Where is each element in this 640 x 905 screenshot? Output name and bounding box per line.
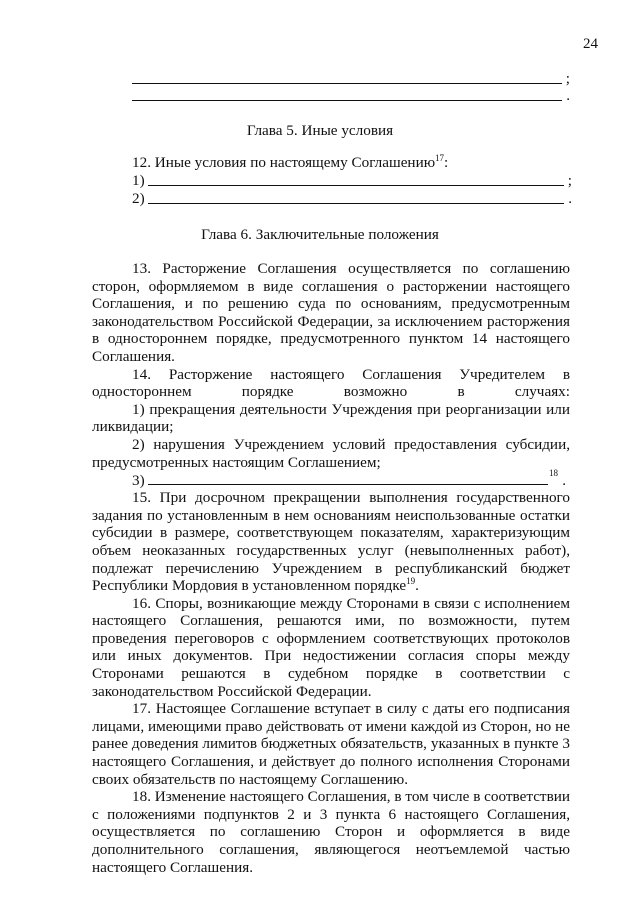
item-12-text: 12. Иные условия по настоящему Соглашению	[132, 154, 436, 171]
paragraph-14: 14. Расторжение настоящего Соглашения Учредителем в одностороннем порядке возможно в случаях:	[92, 365, 570, 401]
page-number: 24	[583, 36, 598, 52]
underline	[148, 203, 564, 204]
chapter-5-title: Глава 5. Иные условия	[246, 122, 394, 139]
blank-line-2	[132, 190, 572, 208]
underline	[148, 185, 564, 186]
paragraph-18: 18. Изменение настоящего Соглашения, в том числе в соответствии с положениями подпунктов 2 и 3 пункта 6 настоящего Соглашения, осуществляется по соглашению Сторон и оформляется в виде дополнительного соглашения, являющегося неотъемлемой частью настоящего Соглашения.	[92, 788, 570, 876]
blank-line-1	[132, 172, 572, 190]
paragraph-13: 13. Расторжение Соглашения осуществляется по соглашению сторон, оформляемом в виде соглашения о расторжении настоящего Соглашения, и по решению суда по основаниям, предусмотренным законодательством Российской Федерации, за исключением расторжения в одностороннем порядке, предусмотренного пунктом 14 настоящего Соглашения.	[92, 260, 570, 365]
underline	[148, 484, 548, 485]
footnote-ref: 19	[406, 576, 416, 587]
paragraph-17: 17. Настоящее Соглашение вступает в силу с даты его подписания лицами, имеющими право действовать от имени каждой из Сторон, но не ранее доведения лимитов бюджетных обязательств, указанных в пункте 3 настоящего Соглашения, и действует до полного исполнения Сторонами своих обязательств по настоящему Соглашению.	[92, 700, 570, 788]
line-punctuation: .	[568, 190, 572, 208]
paragraph-15-text: 15. При досрочном прекращении выполнения государственного задания по установленным в нем основаниям неиспользованные остатки субсидии в размере, соответствующем показателям, характеризующим объем неоказанных государственных услуг (невыполненных работ), подлежат перечислению Учреждением в республиканский бюджет Республики Мордовия в установленном порядке	[92, 489, 570, 595]
footnote-ref: 17	[435, 153, 445, 163]
blank-number: 3)	[132, 471, 145, 489]
item-12-colon: :	[444, 154, 449, 171]
paragraph-14-2: 2) нарушения Учреждением условий предоставления субсидии, предусмотренных настоящим Соглашением;	[92, 435, 570, 471]
chapter-6-body	[92, 260, 570, 876]
line-punctuation: ;	[567, 172, 572, 190]
blank-line	[132, 87, 568, 105]
line-punctuation: .	[562, 471, 566, 489]
footnote-ref: 18	[549, 467, 558, 478]
blank-number: 1)	[132, 172, 145, 190]
line-punctuation: ;	[565, 70, 570, 88]
item-12-heading	[132, 154, 610, 172]
underline	[132, 100, 562, 101]
chapter-6-title: Глава 6. Заключительные положения	[201, 226, 439, 243]
paragraph-14-1: 1) прекращения деятельности Учреждения при реорганизации или ликвидации;	[92, 400, 570, 436]
paragraph-15	[92, 489, 570, 595]
blank-line	[132, 70, 568, 88]
blank-number: 2)	[132, 190, 145, 208]
paragraph-15-period: .	[415, 577, 419, 595]
line-punctuation: .	[566, 87, 570, 105]
paragraph-14-3	[132, 467, 570, 489]
paragraph-16: 16. Споры, возникающие между Сторонами в связи с исполнением настоящего Соглашения, решаются ими, по возможности, путем проведения переговоров с оформлением соответствующих протоколов или иных документов. При недостижении согласия споры между Сторонами решаются в судебном порядке в соответствии с законодательством Российской Федерации.	[92, 594, 570, 700]
underline	[132, 83, 562, 84]
